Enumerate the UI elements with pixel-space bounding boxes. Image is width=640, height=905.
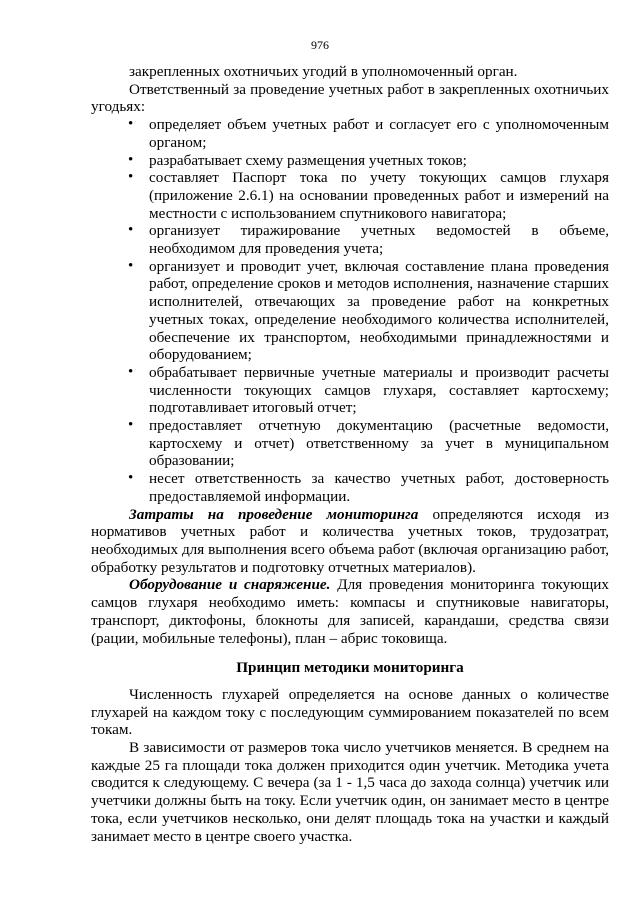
list-item — [91, 222, 609, 257]
list-item — [91, 417, 609, 470]
duties-list — [91, 116, 609, 505]
bullet-icon: • — [128, 417, 134, 434]
bullet-icon: • — [128, 222, 134, 239]
page-number: 976 — [311, 38, 329, 52]
duty-text: несет ответственность за качество учетных работ, достоверность предоставляемой информации. — [149, 470, 609, 505]
list-item — [91, 470, 609, 505]
duty-text: определяет объем учетных работ и согласует его с уполномоченным органом; — [149, 116, 609, 151]
bullet-icon: • — [128, 151, 134, 168]
duty-text: разрабатывает схему размещения учетных токов; — [149, 151, 467, 169]
list-item — [91, 258, 609, 364]
page-body — [91, 63, 609, 845]
intro-continuation: закрепленных охотничьих угодий в уполномоченный орган. — [129, 63, 518, 80]
bullet-icon: • — [128, 116, 134, 133]
equipment-heading: Оборудование и снаряжение. — [129, 576, 331, 594]
responsible-intro: Ответственный за проведение учетных работ в закрепленных охотничьих угодьях: — [91, 80, 609, 116]
costs-paragraph — [91, 506, 609, 577]
bullet-icon: • — [128, 257, 134, 274]
duty-text: составляет Паспорт тока по учету токующих самцов глухаря (приложение 2.6.1) на основании проведенных работ и измерений на местности с использованием спутникового навигатора; — [149, 169, 609, 222]
costs-text: определяются исходя из нормативов учетных работ и количества учетных токов, трудозатрат, необходимых для выполнения всего объема работ (включая организацию работ, обработку результатов и подготовку отчетных материалов). — [91, 505, 609, 576]
equipment-text: Для проведения мониторинга токующих самцов глухаря необходимо иметь: компасы и спутниковые навигаторы, транспорт, диктофоны, блокноты для записей, карандаши, средства связи (рации, мобильные телефоны), план – абрис токовища. — [91, 576, 609, 647]
method-paragraph: Численность глухарей определяется на основе данных о количестве глухарей на каждом току с последующим суммированием показателей по всем токам. — [91, 685, 609, 739]
costs-heading: Затраты на проведение мониторинга — [129, 505, 419, 523]
bullet-icon: • — [128, 363, 134, 380]
bullet-icon: • — [128, 470, 134, 487]
section-title: Принцип методики мониторинга — [236, 659, 464, 677]
bullet-icon: • — [128, 169, 134, 186]
duty-text: предоставляет отчетную документацию (расчетные ведомости, картосхему и отчет) ответственному за учет в муниципальном образовании; — [149, 417, 609, 470]
method-paragraph: В зависимости от размеров тока число учетчиков меняется. В среднем на каждые 25 га площади тока должен приходится один учетчик. Методика учета сводится к следующему. С вечера (за 1 - 1,5 часа до захода солнца) учетчик или учетчики должны быть на току. Если учетчик один, он занимает место в центре тока, если учетчиков несколько, они делят площадь тока на участки и каждый занимает место в центре своего участка. — [91, 739, 609, 845]
list-item — [91, 364, 609, 417]
duty-text: организует тиражирование учетных ведомостей в объеме, необходимом для проведения учета; — [149, 222, 609, 258]
duty-text: обрабатывает первичные учетные материалы и производит расчеты численности токующих самцов глухаря, составляет картосхему; подготавливает итоговый отчет; — [149, 363, 609, 417]
equipment-paragraph — [91, 576, 609, 647]
list-item — [91, 152, 609, 170]
list-item — [91, 116, 609, 151]
list-item — [91, 169, 609, 222]
duty-text: организует и проводит учет, включая составление плана проведения работ, определение сроков и методов исполнения, назначение старших исполнителей, отвечающих за проведение работ на конкретных учетных токах, определение необходимого количества исполнителей, обеспечение их транспортом, необходимыми принадлежностями и оборудованием; — [149, 257, 609, 364]
